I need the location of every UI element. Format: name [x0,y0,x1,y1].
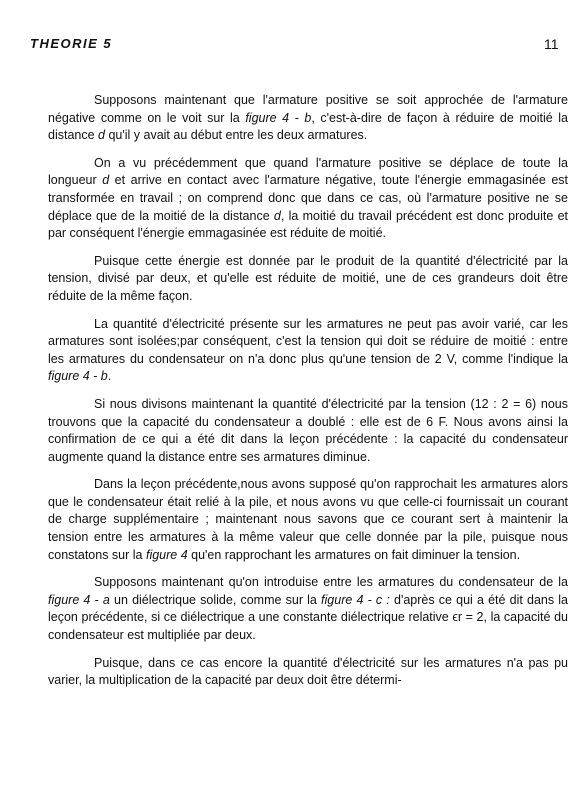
text-run: et arrive en contact avec l'armature négative, toute l'énergie emmagasinée est transformée en travail ; on comprend donc que dans ce cas, où l'armature positive ne se déplace que de la moitié de la distance [48,173,569,223]
paragraph [48,316,568,386]
body-text [48,92,568,700]
text-run: Supposons maintenant qu'on introduise entre les armatures du condensateur de la [94,575,568,590]
paragraph [48,155,568,243]
italic-reference: figure 4 [145,547,188,562]
text-run: qu'en rapprochant les armatures on fait diminuer la tension. [187,547,521,562]
paragraph [48,396,568,466]
paragraph [48,574,568,644]
text-run: qu'il y avait au début entre les deux armatures. [104,128,368,143]
text-run: d'après ce qui a été dit dans la leçon précédente, si ce diélectrique a une constante diélectrique relative ϵr = 2, la capacité du condensateur est multipliée par deux. [48,592,569,643]
text-run: un diélectrique solide, comme sur la [109,592,322,607]
text-run: , la moitié du travail précédent est donc produite et par conséquent l'énergie emmagasinée est réduite de moitié. [48,208,569,241]
text-run: Puisque cette énergie est donnée par le produit de la quantité d'électricité par la tension, divisé par deux, et qu'elle est réduite de moitié, une de ces grandeurs doit être réduite de la même façon. [48,253,568,303]
italic-reference: figure 4 - b [245,110,312,125]
page-number: 11 [544,36,559,52]
text-run: La quantité d'électricité présente sur les armatures ne peut pas avoir varié, car les armatures sont isolées;par conséquent, c'est la tension qui doit se réduire de moitié : entre les armatures du condensateur on n'a donc plus qu'une tension de 2 V, comme l'indique la [48,316,568,366]
italic-reference: d [98,128,105,143]
italic-reference: figure 4 - c : [321,592,390,607]
paragraph [48,92,568,145]
paragraph [48,253,568,306]
text-run: , c'est-à-dire de façon à réduire de moitié la distance [48,110,568,143]
italic-reference: figure 4 - b [48,369,108,384]
italic-reference: d [273,208,281,223]
text-run: Puisque, dans ce cas encore la quantité d'électricité sur les armatures n'a pas pu varier, la multiplication de la capacité par deux doit être détermi- [48,655,568,688]
italic-reference: figure 4 - a [48,592,110,607]
paragraph [48,655,568,690]
text-run: . [107,369,112,384]
chapter-title: THEORIE 5 [30,36,113,51]
text-run: On a vu précédemment que quand l'armature positive se déplace de toute la longueur [48,155,568,188]
paragraph [48,476,568,564]
text-run: Dans la leçon précédente,nous avons supposé qu'on rapprochait les armatures alors que le condensateur était relié à la pile, et nous avons vu que celle-ci fournissait un courant de charge supplémentaire ; maintenant nous savons que ce courant sert à maintenir la tension entre les armatures à la même valeur que celle donnée par la pile, puisque nous constatons sur la [48,477,568,562]
text-run: Si nous divisons maintenant la quantité d'électricité par la tension (12 : 2 = 6) nous trouvons que la capacité du condensateur a doublé : elle est de 6 F. Nous avons ainsi la confirmation de ce qui a été dit dans la leçon précédente : la capacité du condensateur augmente quand la distance entre ses armatures diminue. [48,396,568,464]
text-run: Supposons maintenant que l'armature positive se soit approchée de l'armature négative comme on le voit sur la [48,93,568,125]
italic-reference: d [102,173,110,188]
